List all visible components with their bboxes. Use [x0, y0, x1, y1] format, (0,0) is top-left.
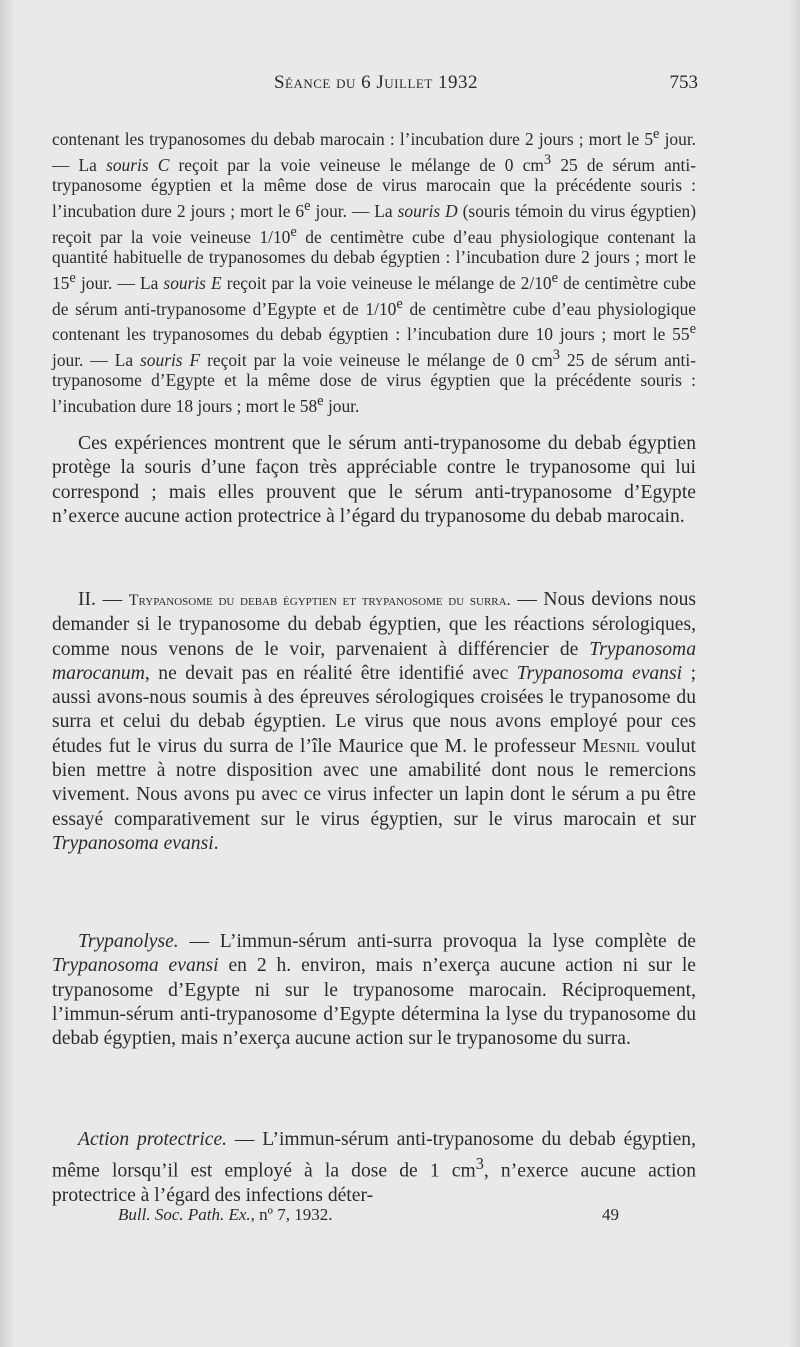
- souris-c-label: souris C: [106, 154, 170, 175]
- section-numeral: II.: [78, 589, 96, 610]
- souris-f-label: souris F: [140, 349, 201, 370]
- journal-issue: , nº 7, 1932.: [250, 1205, 333, 1224]
- footer: [118, 1205, 658, 1225]
- section-heading: Trypanosome du debab égyptien et trypanosome du surra.: [128, 592, 511, 609]
- paragraph-mice-experiments: contenant les trypanosomes du debab marocain : l’incubation dure 2 jours ; mort le 5e jour. — La souris C reçoit par la voie veineuse le mélange de 0 $cm^3$ 25 de sérum anti-trypanosome égyptien et la même dose de virus marocain que la précédente souris : l’incubation dure 2 jours ; mort le 6e jour. — La souris D (souris témoin du virus égyptien) reçoit par la voie veineuse 1/10e de centimètre cube d’eau physiologique contenant la quantité habituelle de trypanosomes du debab égyptien : l’incubation dure 2 jours ; mort le 15e jour. — La souris E reçoit par la voie veineuse le mélange de 2/10e de centimètre cube de sérum anti-trypanosome d’Egypte et de 1/10e de centimètre cube d’eau physiologique contenant les trypanosomes du debab égyptien : l’incubation dure 10 jours ; mort le 55e jour. — La souris F reçoit par la voie veineuse le mélange de 0 $cm^3$ 25 de sérum anti-trypanosome d’Egypte et la même dose de virus égyptien que la précédente souris : l’incubation dure 18 jours ; mort le 58e jour.: [52, 126, 697, 416]
- paragraph-conclusion: Ces expériences montrent que le sérum anti-trypanosome du debab égyptien protège la souris d’une façon très appréciable contre le trypanosome qui lui correspond ; mais elles prouvent que le sérum anti-trypanosome d’Egypte n’exerce aucune action protectrice à l’égard du trypanosome du debab marocain.: [52, 433, 696, 527]
- journal-reference: Bull. Soc. Path. Ex.: [118, 1205, 251, 1224]
- page-edge-shadow-left: [0, 0, 14, 1347]
- signature-mark: 49: [602, 1205, 619, 1224]
- souris-e-label: souris E: [163, 272, 222, 293]
- paragraph-action-protectrice: Action protectrice. — L’immun-sérum anti-trypanosome du debab égyptien, même lorsqu’il est employé à la dose de 1 $cm^3$, n’exerce aucune action protectrice à l’égard des infections déter-: [52, 1129, 696, 1207]
- section-ii: II. — Trypanosome du debab égyptien et trypanosome du surra. — Nous devions nous demander si le trypanosome du debab égyptien, que les réactions sérologiques, comme nous venons de le voir, parvenaient à différencier de Trypanosoma marocanum, ne devait pas en réalité être identifié avec Trypanosoma evansi ; aussi avons-nous soumis à des épreuves sérologiques croisées le trypanosome du surra et celui du debab égyptien. Le virus que nous avons employé pour ces études fut le virus du surra de l’île Maurice que M. le professeur Mesnil voulut bien mettre à notre disposition avec une amabilité dont nous le remercions vivement. Nous avons pu avec ce virus infecter un lapin dont le sérum a pu être essayé comparativement sur le virus égyptien, sur le virus marocain et sur Trypanosoma evansi.: [52, 589, 697, 854]
- page-edge-shadow-right: [788, 0, 800, 1347]
- page-number: 753: [669, 72, 698, 93]
- running-title: Séance du 6 Juillet 1932: [273, 72, 479, 93]
- action-heading: Action protectrice.: [78, 1129, 228, 1150]
- paragraph-trypanolyse: Trypanolyse. — L’immun-sérum anti-surra provoqua la lyse complète de Trypanosoma evansi en 2 h. environ, mais n’exerça aucune action ni sur le trypanosome d’Egypte ni sur le trypanosome marocain. Réciproquement, l’immun-sérum anti-trypanosome d’Egypte détermina la lyse du trypanosome du debab égyptien, mais n’exerça aucune action sur le trypanosome du surra.: [52, 931, 696, 1050]
- author-name: Mesnil: [582, 735, 640, 757]
- trypanolyse-heading: Trypanolyse.: [78, 931, 179, 952]
- running-header: [54, 72, 698, 102]
- souris-d-label: souris D: [397, 200, 458, 221]
